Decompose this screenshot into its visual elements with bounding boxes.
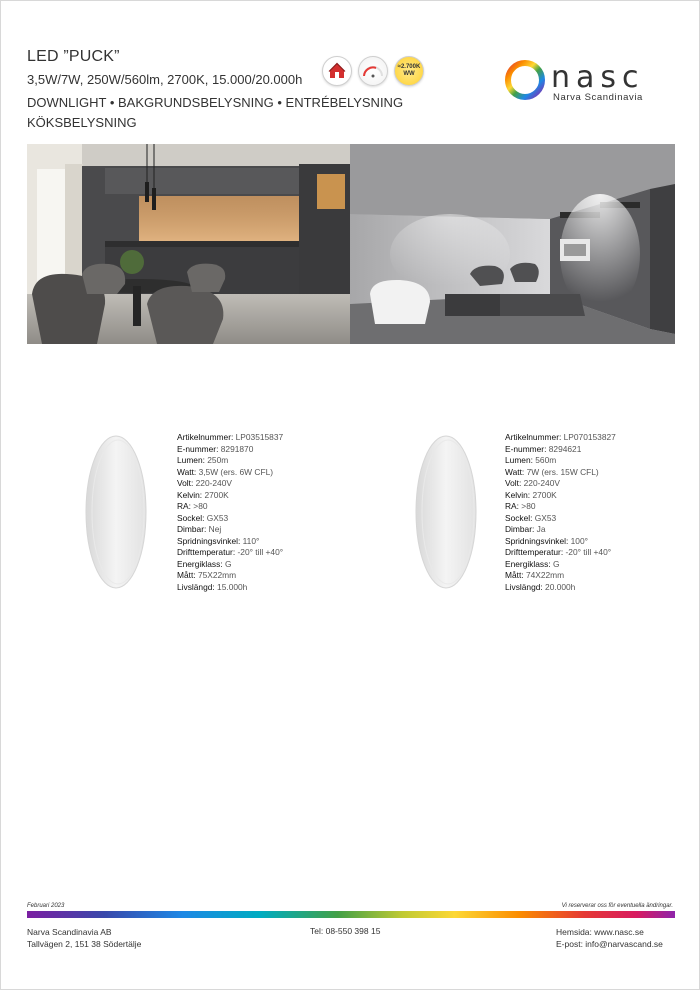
color-temp-label: ≈2.700K (397, 64, 421, 70)
spec-row: Mått: 74X22mm (505, 570, 565, 580)
spec-row: Watt: 7W (ers. 15W CFL) (505, 466, 599, 477)
company-address: Tallvägen 2, 151 38 Södertälje (27, 939, 142, 949)
spec-row: E-nummer: 8294621 (505, 443, 582, 454)
spec-row: Dimbar: Nej (177, 524, 222, 534)
spec-row: Artikelnummer: LP03515837 (177, 432, 284, 442)
footer-disclaimer: Vi reserverar oss för eventuella ändringar. (561, 903, 673, 909)
product-subtitle: 3,5W/7W, 250W/560lm, 2700K, 15.000/20.000h (27, 72, 303, 87)
spec-row: Sockel: GX53 (505, 512, 557, 523)
spec-row: Energiklass: G (505, 558, 560, 569)
product-1-specs (177, 432, 283, 593)
warm-white-badge (394, 56, 424, 86)
product-uses (27, 93, 407, 133)
spec-row: Mått: 75X22mm (177, 570, 237, 580)
living-room-spotlight-photo (350, 144, 675, 344)
spec-row: Volt: 220-240V (177, 478, 232, 488)
warm-white-label: WW (403, 71, 415, 77)
spec-row: Watt: 3,5W (ers. 6W CFL) (177, 466, 274, 477)
footer-date: Februari 2023 (27, 903, 65, 909)
spec-row: Spridningsvinkel: 100° (505, 535, 588, 546)
product-2-puck-image (408, 432, 478, 597)
company-name: Narva Scandinavia AB (27, 927, 112, 937)
spec-row: RA: >80 (505, 501, 536, 511)
uses-line-2: KÖKSBELYSNING (27, 115, 137, 130)
rainbow-divider (27, 911, 675, 918)
feature-badges (322, 56, 424, 86)
dimmable-icon (358, 56, 388, 86)
email-link[interactable]: E-post: info@narvascand.se (556, 939, 663, 949)
logo-name: nasc (551, 60, 645, 95)
spec-row: Kelvin: 2700K (505, 489, 557, 500)
spec-row: Lumen: 250m (177, 455, 229, 465)
spec-row: Lumen: 560m (505, 455, 557, 465)
spec-row: E-nummer: 8291870 (177, 443, 254, 454)
spec-row: Sockel: GX53 (177, 512, 229, 523)
product-title: LED ”PUCK” (27, 48, 120, 65)
nasc-logo (503, 58, 683, 106)
spec-row: Livslängd: 15.000h (177, 581, 248, 592)
product-2-specs (505, 432, 616, 593)
logo-subtitle: Narva Scandinavia (553, 92, 643, 103)
spec-row: Artikelnummer: LP070153827 (505, 432, 616, 442)
website-link[interactable]: Hemsida: www.nasc.se (556, 927, 644, 937)
product-1-puck-image (78, 432, 148, 597)
indoor-house-icon (322, 56, 352, 86)
footer-address (27, 926, 141, 950)
rainbow-ring-icon (503, 58, 547, 102)
spec-row: Dimbar: Ja (505, 524, 546, 534)
spec-row: Kelvin: 2700K (177, 489, 229, 500)
spec-row: Drifttemperatur: -20° till +40° (505, 547, 612, 557)
spec-row: Livslängd: 20.000h (505, 581, 576, 592)
uses-line-1: DOWNLIGHT • BAKGRUNDSBELYSNING • ENTRÉBELYSNING (27, 95, 404, 110)
spec-row: Energiklass: G (177, 558, 232, 569)
spec-row: Drifttemperatur: -20° till +40° (177, 547, 284, 557)
kitchen-interior-photo (27, 144, 350, 344)
footer-phone: Tel: 08-550 398 15 (310, 926, 381, 936)
footer-contact (556, 926, 663, 950)
spec-row: Volt: 220-240V (505, 478, 560, 488)
spec-row: RA: >80 (177, 501, 208, 511)
spec-row: Spridningsvinkel: 110° (177, 535, 260, 546)
